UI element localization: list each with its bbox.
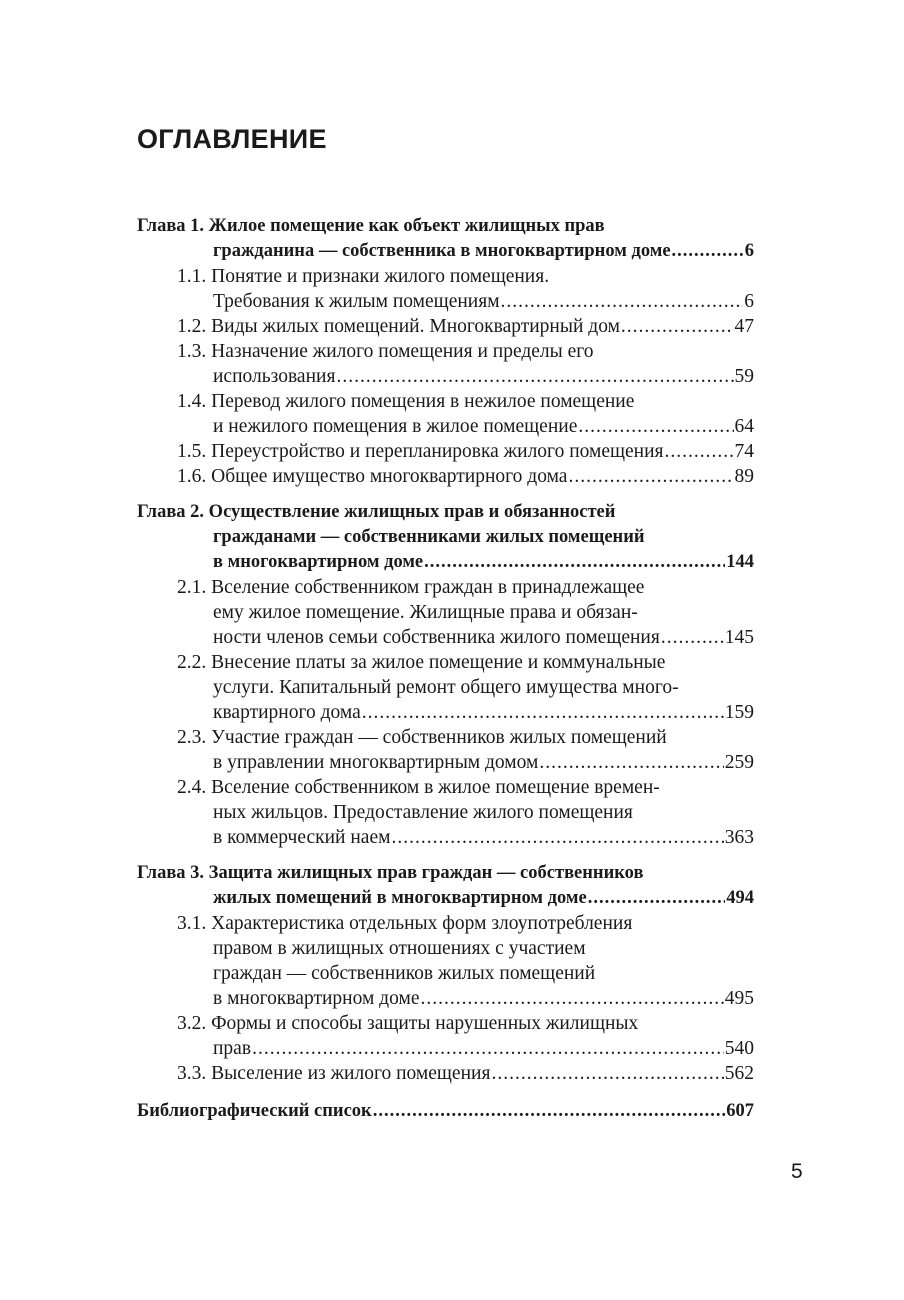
leader-dots xyxy=(672,239,744,264)
leader-dots xyxy=(420,986,723,1011)
toc-entry-text: 3.1. Характеристика отдельных форм злоупотребления xyxy=(177,913,633,934)
toc-entry-text: 3.2. Формы и способы защиты нарушенных жилищных xyxy=(177,1013,639,1034)
toc-page-number: 607 xyxy=(726,1101,754,1121)
toc-page-number: 59 xyxy=(734,366,754,387)
toc-line xyxy=(137,825,754,850)
toc-page-number: 144 xyxy=(726,552,754,572)
toc-bibliography xyxy=(137,1099,754,1124)
leader-dots xyxy=(588,886,726,911)
toc-entry-text: Глава 2. Осуществление жилищных прав и обязанностей xyxy=(137,502,616,522)
toc-page-number: 259 xyxy=(724,752,754,773)
toc-page-number: 562 xyxy=(724,1063,754,1084)
leader-dots xyxy=(424,550,725,575)
toc-line xyxy=(137,414,754,439)
toc-chapter-1 xyxy=(137,214,754,264)
toc-entry-text: Глава 1. Жилое помещение как объект жилищных прав xyxy=(137,216,605,236)
toc-page-number: 495 xyxy=(724,988,754,1009)
leader-dots xyxy=(252,1036,724,1061)
toc-entry-text: в многоквартирном доме xyxy=(213,552,424,572)
toc-section-3-1 xyxy=(137,911,754,1011)
toc-entry-text: в коммерческий наем xyxy=(213,827,391,848)
toc-entry-text: гражданина — собственника в многоквартирном доме xyxy=(213,241,671,261)
toc-entry-text: и нежилого помещения в жилое помещение xyxy=(213,416,578,437)
toc-entry-text: ности членов семьи собственника жилого помещения xyxy=(213,627,660,648)
toc-line xyxy=(137,1061,754,1086)
toc-entry-text: квартирного дома xyxy=(213,702,361,723)
toc-page-number: 145 xyxy=(724,627,754,648)
leader-dots xyxy=(391,825,723,850)
toc-section-1-5 xyxy=(137,439,754,464)
toc-page-number: 74 xyxy=(734,441,754,462)
toc-page-number: 494 xyxy=(726,888,754,908)
toc-line xyxy=(137,264,754,289)
toc-section-2-1 xyxy=(137,575,754,650)
toc-entry-text: 2.2. Внесение платы за жилое помещение и коммунальные xyxy=(177,652,666,673)
toc-entry-text: ему жилое помещение. Жилищные права и обязан- xyxy=(213,602,638,623)
toc-chapter-2 xyxy=(137,500,754,575)
toc-line xyxy=(137,1099,754,1124)
leader-dots xyxy=(661,625,724,650)
toc-section-1-4 xyxy=(137,389,754,439)
toc-line xyxy=(137,1011,754,1036)
toc-entry-text: 2.3. Участие граждан — собственников жилых помещений xyxy=(177,727,667,748)
leader-dots xyxy=(336,364,733,389)
toc-line xyxy=(137,439,754,464)
toc-entry-text: 1.1. Понятие и признаки жилого помещения. xyxy=(177,266,550,287)
toc-section-1-6 xyxy=(137,464,754,489)
toc-page-number: 47 xyxy=(734,316,754,337)
toc-entry-text: использования xyxy=(213,366,336,387)
toc-section-2-3 xyxy=(137,725,754,775)
toc-chapter-line xyxy=(137,886,754,911)
toc-line xyxy=(137,364,754,389)
page-number: 5 xyxy=(791,1160,803,1183)
toc-chapter-line xyxy=(137,214,754,239)
toc-entry-text: гражданами — собственниками жилых помещений xyxy=(213,527,645,547)
toc-chapter-3 xyxy=(137,861,754,911)
toc-entry-text: в многоквартирном доме xyxy=(213,988,420,1009)
toc-line xyxy=(137,575,754,600)
toc-line xyxy=(137,625,754,650)
toc-line xyxy=(137,339,754,364)
toc-chapter-line xyxy=(137,500,754,525)
toc-entry-text: Библиографический список xyxy=(137,1101,372,1121)
toc-page-number: 89 xyxy=(734,466,754,487)
toc-page-number: 6 xyxy=(744,241,754,261)
toc-entry-text: жилых помещений в многоквартирном доме xyxy=(213,888,587,908)
toc-entry-text: 1.5. Переустройство и перепланировка жилого помещения xyxy=(177,441,664,462)
toc-line xyxy=(137,314,754,339)
toc-chapter-line xyxy=(137,525,754,550)
toc-line xyxy=(137,675,754,700)
leader-dots xyxy=(539,750,723,775)
toc-entry-text: Требования к жилым помещениям xyxy=(213,291,500,312)
toc-line xyxy=(137,289,754,314)
toc-section-1-2 xyxy=(137,314,754,339)
toc-entry-text: 3.3. Выселение из жилого помещения xyxy=(177,1063,491,1084)
toc-line xyxy=(137,464,754,489)
toc-entry-text: 1.2. Виды жилых помещений. Многоквартирный дом xyxy=(177,316,620,337)
toc-page-number: 6 xyxy=(744,291,754,312)
toc-line xyxy=(137,800,754,825)
leader-dots xyxy=(568,464,733,489)
toc-page-number: 64 xyxy=(734,416,754,437)
toc-section-3-3 xyxy=(137,1061,754,1086)
toc-line xyxy=(137,389,754,414)
toc-line xyxy=(137,750,754,775)
toc-section-1-3 xyxy=(137,339,754,389)
leader-dots xyxy=(501,289,744,314)
toc-entry-text: ных жильцов. Предоставление жилого помещения xyxy=(213,802,633,823)
toc-entry-text: 1.4. Перевод жилого помещения в нежилое помещение xyxy=(177,391,635,412)
toc-section-2-2 xyxy=(137,650,754,725)
toc-line xyxy=(137,961,754,986)
page-title: ОГЛАВЛЕНИЕ xyxy=(137,124,327,154)
toc-entry-text: граждан — собственников жилых помещений xyxy=(213,963,596,984)
toc-page-number: 159 xyxy=(724,702,754,723)
leader-dots xyxy=(578,414,733,439)
leader-dots xyxy=(665,439,734,464)
table-of-contents xyxy=(137,214,754,1124)
toc-entry-text: 2.4. Вселение собственником в жилое помещение времен- xyxy=(177,777,660,798)
toc-section-1-1 xyxy=(137,264,754,314)
toc-page-number: 363 xyxy=(724,827,754,848)
toc-line xyxy=(137,911,754,936)
toc-entry-text: в управлении многоквартирным домом xyxy=(213,752,539,773)
toc-chapter-line xyxy=(137,550,754,575)
toc-section-2-4 xyxy=(137,775,754,850)
toc-section-3-2 xyxy=(137,1011,754,1061)
toc-chapter-line xyxy=(137,861,754,886)
leader-dots xyxy=(491,1061,723,1086)
toc-entry-text: услуги. Капитальный ремонт общего имущества много- xyxy=(213,677,679,698)
toc-chapter-line xyxy=(137,239,754,264)
toc-entry-text: прав xyxy=(213,1038,252,1059)
toc-line xyxy=(137,1036,754,1061)
toc-page-number: 540 xyxy=(724,1038,754,1059)
toc-entry-text: Глава 3. Защита жилищных прав граждан — собственников xyxy=(137,863,644,883)
leader-dots xyxy=(362,700,724,725)
toc-line xyxy=(137,700,754,725)
toc-line xyxy=(137,650,754,675)
leader-dots xyxy=(373,1099,726,1124)
toc-line xyxy=(137,600,754,625)
toc-line xyxy=(137,936,754,961)
leader-dots xyxy=(621,314,734,339)
toc-entry-text: 1.6. Общее имущество многоквартирного дома xyxy=(177,466,568,487)
toc-line xyxy=(137,775,754,800)
toc-entry-text: 1.3. Назначение жилого помещения и пределы его xyxy=(177,341,594,362)
toc-entry-text: 2.1. Вселение собственником граждан в принадлежащее xyxy=(177,577,645,598)
toc-entry-text: правом в жилищных отношениях с участием xyxy=(213,938,586,959)
toc-line xyxy=(137,725,754,750)
toc-line xyxy=(137,986,754,1011)
